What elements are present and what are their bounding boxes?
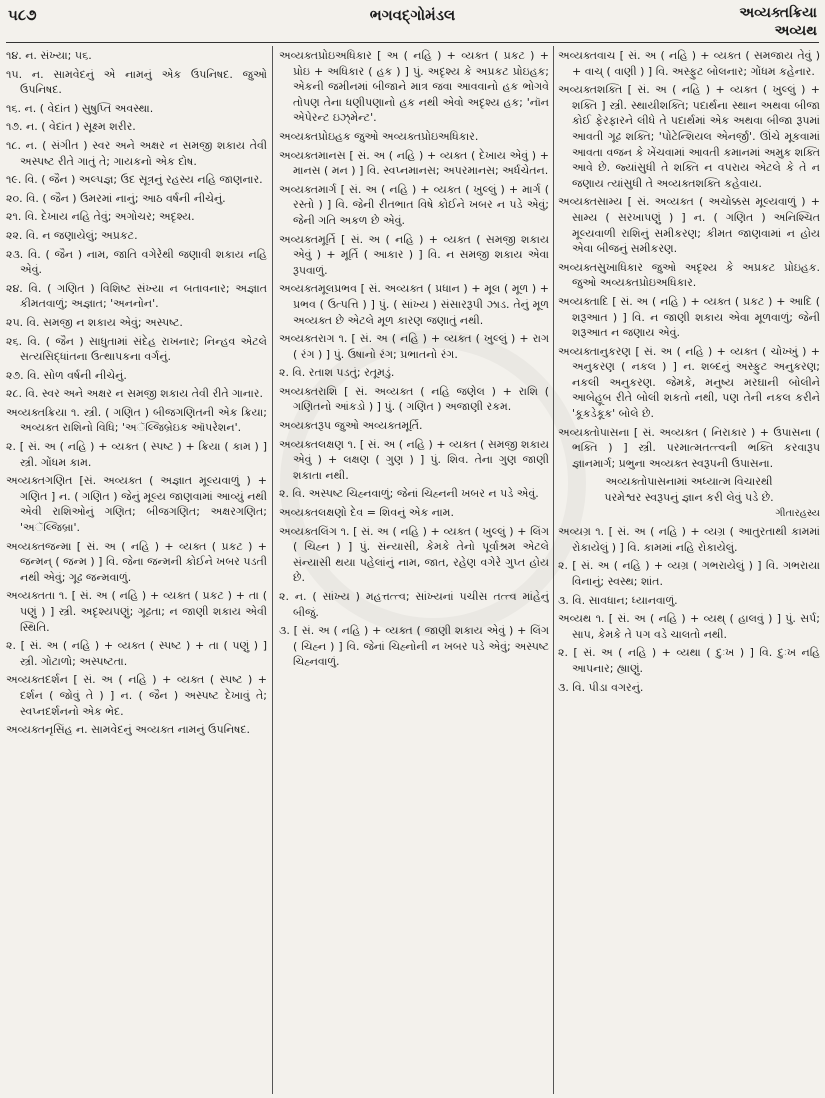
dictionary-entry: અવ્યક્તવાચ [ સં. અ ( નહિ ) + વ્યક્ત ( સમજાય તેવું ) + વાચ્ ( વાણી ) ] વિ. અસ્ફુટ બોલનાર; ગોંધમ કહેનાર. [558,49,820,78]
dictionary-entry: અવ્યક્તલક્ષણ ૧. [ સં. અ ( નહિ ) + વ્યક્ત ( સમજી શકાય એવું ) + લક્ષણ ( ગુણ ) ] પું. શિવ. તેના ગુણ જાણી શકાતા નથી. [279,437,549,482]
dictionary-entry: અવ્યથ ૧. [ સં. અ ( નહિ ) + વ્યથ્ ( હાલવું ) ] પું. સર્પ; સાપ, કેમકે તે પગ વડે ચાલતો નથી. [558,612,820,641]
dictionary-entry: અવ્યક્તજન્મા [ સં. અ ( નહિ ) + વ્યક્ત ( પ્રકટ ) + જન્મન્ ( જન્મ ) ] વિ. જેના જન્મની કોઈને ખબર પડતી નથી એવું; ગૂઢ જન્મવાળું. [6,539,267,584]
dictionary-entry: ૧૭. ન. ( વેદાંત ) સૂક્ષ્મ શરીર. [6,120,136,134]
dictionary-entry: ૨૫. વિ. સમજી ન શકાય એવું; અસ્પષ્ટ. [6,315,183,329]
guide-word-top: અવ્યક્તક્રિયા [739,5,817,21]
dictionary-entry: ૧૪. ન. સંખ્યા; ૫૬. [6,49,92,62]
page-number: ૫૮૭ [8,6,37,24]
quote-source: ગીતારહસ્ય [775,507,820,519]
dictionary-entry: અવ્યક્તદર્શન [ સં. અ ( નહિ ) + વ્યક્ત ( સ્પષ્ટ ) + દર્શન ( જોવું તે ) ] ન. ( જૈન ) અસ્પષ્ટ દેખાવું તે; સ્વપ્નદર્શનનો એક ભેદ. [6,673,267,718]
dictionary-entry: ૩. વિ. સાવધાન; ધ્યાનવાળું. [558,593,678,607]
dictionary-entry: ૨૦. વિ. ( જૈન ) ઉમરમાં નાનું; આઠ વર્ષની નીચેનું. [6,191,226,205]
dictionary-entry: અવ્યક્તલક્ષણો દેવ = શિવનું એક નામ. [279,506,454,520]
dictionary-entry: ૨. [ સં. અ ( નહિ ) + વ્યક્ત ( સ્પષ્ટ ) + ક્રિયા ( કામ ) ] સ્ત્રી. ગોંધમ કામ. [6,440,267,469]
dictionary-entry: ૨. વિ. અસ્પષ્ટ ચિહ્નવાળું; જેનાં ચિહ્નની ખબર ન પડે એવું. [279,487,539,501]
dictionary-entry: અવ્યક્તસુખાધિકાર જુઓ અદૃશ્ય કે અપ્રકટ પ્રોઇહક. જુઓ અવ્યક્તપ્રોઇઅધિકાર. [558,260,820,290]
dictionary-entry: ૩. વિ. પીડા વગરનું. [558,680,644,694]
dictionary-entry: ૨. [ સં. અ ( નહિ ) + વ્યથા ( દુઃખ ) ] વિ. દુઃખ નહિ આપનાર; હ્યાણું. [558,646,820,675]
dictionary-entry: અવ્યક્તાદિ [ સં. અ ( નહિ ) + વ્યક્ત ( પ્રકટ ) + આદિ ( શરૂઆત ) ] વિ. ન જાણી શકાય એવા મૂળવાળું; જેની શરૂઆત ન જણાય એવું. [558,294,820,340]
dictionary-entry: ૨. ન. ( સાંખ્ય ) મહત્તત્ત્વ; સાંખ્યનાં પચીસ તત્ત્વ માંહેનું બીજું. [279,590,549,619]
column-2 [279,48,549,1094]
dictionary-entry: ૨૭. વિ. સોળ વર્ષની નીચેનું. [6,368,127,382]
dictionary-entry: ૨. [ સં. અ ( નહિ ) + વ્યક્ત ( સ્પષ્ટ ) + તા ( પણું ) ] સ્ત્રી. ગોટાળો; અસ્પષ્ટતા. [6,639,267,668]
quote-line: પરમેશ્વર સ્વરૂપનું જ્ઞાન કરી લેવું પડે છે. [604,491,774,505]
dictionary-entry: ૧૬. ન. ( વેદાંત ) સુષુપ્તિ અવસ્થા. [6,101,154,115]
dictionary-entry: ૨. [ સં. અ ( નહિ ) + વ્યગ્ર ( ગભરાયેલું ) ] વિ. ગભરાયા વિનાનું; સ્વસ્થ; શાંત. [558,559,820,588]
column-divider [553,46,554,1094]
dictionary-entry: અવ્યગ્ર ૧. [ સં. અ ( નહિ ) + વ્યગ્ર ( આતુરતાથી કામમાં રોકાયેલું ) ] વિ. કામમાં નહિ રોકાયેલું. [558,525,820,554]
dictionary-entry: અવ્યક્તમાર્ગ [ સં. અ ( નહિ ) + વ્યક્ત ( ખુલ્લું ) + માર્ગ ( રસ્તો ) ] વિ. જેની રીતભાત વિષે કોઈને ખબર ન પડે એવું; જેની ગતિ અકળ છે એવું. [279,182,549,227]
dictionary-entry: અવ્યક્તાનુકરણ [ સં. અ ( નહિ ) + વ્યક્ત ( ચોખ્ખું ) + અનુકરણ ( નકલ ) ] ન. શબ્દનું અસ્ફુટ અનુકરણ; નકલી અનુકરણ. જેમકે, મનુષ્ય મરઘાની બોલીને આબેહૂબ રીતે બોલી શકતો નથી, પણ તેની નકલ કરીને 'કૂકડેકૂક' બોલે છે. [558,344,820,421]
dictionary-entry: ૨૨. વિ. ન જણાયેલું; અપ્રકટ. [6,228,138,242]
page-header [0,0,825,44]
dictionary-entry: અવ્યક્તતા ૧. [ સં. અ ( નહિ ) + વ્યક્ત ( પ્રકટ ) + તા ( પણું ) ] સ્ત્રી. અદૃશ્યપણું; ગૂઢતા; ન જાણી શકાય એવી સ્થિતિ. [6,589,267,634]
column-3 [558,48,820,1094]
dictionary-entry: અવ્યક્તમૂર્તિ [ સં. અ ( નહિ ) + વ્યક્ત ( સમજી શકાય એવું ) + મૂર્તિ ( આકાર ) ] વિ. ન સમજી શકાય એવા રૂપવાળું. [279,232,549,277]
dictionary-entry: ૧૮. ન. ( સંગીત ) સ્વર અને અક્ષર ન સમજી શકાય તેવી અસ્પષ્ટ રીતે ગાતું તે; ગાયકનો એક દોષ. [6,138,267,168]
dictionary-entry: ૩. [ સં. અ ( નહિ ) + વ્યક્ત ( જાણી શકાય એવું ) + લિંગ ( ચિહ્ન ) ] વિ. જેનાં ચિહ્નોની ન ખબર પડે એવું; અસ્પષ્ટ ચિહ્નવાળું. [279,624,549,669]
dictionary-entry: ૧૯. વિ. ( જૈન ) અલ્પજ્ઞ; ઉદ સૂત્રનું રહસ્ય નહિ જાણનાર. [6,173,263,187]
header-rule [6,42,819,43]
column-1 [6,48,267,1094]
dictionary-entry: અવ્યક્તરૂપ જુઓ અવ્યક્તમૂર્તિ. [279,419,423,433]
dictionary-entry: અવ્યક્તોપાસના [ સં. અવ્યક્ત ( નિરાકાર ) + ઉપાસના ( ભક્તિ ) ] સ્ત્રી. પરમાત્મતત્ત્વની ભક્તિ કરવારૂપ જ્ઞાનમાર્ગ; પ્રભુના અવ્યક્ત સ્વરૂપની ઉપાસના. [558,425,820,470]
dictionary-entry: અવ્યક્તક્રિયા ૧. સ્ત્રી. ( ગણિત ) બીજગણિતની એક ક્રિયા; અવ્યક્ત રાશિનો વિધિ; 'અૅલ્જિબ્રેઇક ઑપરેશન'. [6,405,267,435]
column-3-entries [558,48,820,471]
dictionary-entry: અવ્યક્તમાનસ [ સં. અ ( નહિ ) + વ્યક્ત ( દેખાય એવું ) + માનસ ( મન ) ] વિ. સ્વપ્નમાનસ; અપરમાનસ; અર્ધચેતન. [279,148,549,178]
dictionary-entry: ૧૫. ન. સામવેદનું એ નામનું એક ઉપનિષદ. જુઓ ઉપનિષદ. [6,67,267,97]
dictionary-entry: અવ્યક્તપ્રોઇહક જુઓ અવ્યક્તપ્રોઇઅધિકાર. [279,129,479,143]
dictionary-entry: અવ્યક્તમૂલપ્રભવ [ સં. અવ્યક્ત ( પ્રધાન ) + મૂલ ( મૂળ ) + પ્રભવ ( ઉત્પત્તિ ) ] પું. ( સાંખ્ય ) સંસારરૂપી ઝાડ. તેનું મૂળ અવ્યક્ત છે એટલે મૂળ કારણ જણાતું નથી. [279,282,549,327]
dictionary-entry: અવ્યક્તપ્રોઇઅધિકાર [ અ ( નહિ ) + વ્યક્ત ( પ્રકટ ) + પ્રોઇ + અધિકાર ( હક ) ] પું. અદૃશ્ય કે અપ્રકટ પ્રોઇહક; એકની જમીનમાં બીજાને માત્ર જવા આવવાનો હક ભોગવે તોપણ તેના ધણીપણાનો હક નથી એવો અદૃશ્ય હક; 'નૉન એપેરન્ટ ઇઝ્‌મેન્ટ'. [279,49,549,125]
dictionary-entry: ૨. વિ. રતાશ પડતું; રતૂમડું. [279,366,395,380]
dictionary-entry: અવ્યક્તરાશિ [ સં. અવ્યક્ત ( નહિ જણેલ ) + રાશિ ( ગણિતનો આંકડો ) ] પું. ( ગણિત ) અજાણી રકમ. [279,384,549,414]
dictionary-entry: અવ્યક્તરાગ ૧. [ સં. અ ( નહિ ) + વ્યક્ત ( ખુલ્લું ) + રાગ ( રંગ ) ] પું. ઉષાનો રંગ; પ્રભાતનો રંગ. [279,332,549,361]
dictionary-entry: ૨૧. વિ. દેખાય નહિ તેવું; અગોચર; અદૃશ્ય. [6,210,195,224]
dictionary-entry: અવ્યક્તશક્તિ [ સં. અ ( નહિ ) + વ્યક્ત ( ખુલ્લું ) + શક્તિ ] સ્ત્રી. સ્થાયીશક્તિ; પદાર્થના સ્થાન અથવા બીજા કોઈ ફેરફારને લીધે તે પદાર્થમાં એક અથવા બીજા રૂપમાં આવતી ગૂઢ શક્તિ; 'પોટેન્શિયલ એનર્જી'. ઊંચે મૂકવામાં આવતા વજન કે ખેંચવામાં આવતી કમાનમાં અમુક શક્તિ આવે છે. જ્યાંસુધી તે શક્તિ ન વપરાય એટલે કે તે ન જણાય ત્યાંસુધી તે અવ્યક્તશક્તિ કહેવાય. [558,83,820,190]
quote-line: અવ્યક્તોપાસનામાં અધ્યાત્મ વિચારથી [605,475,773,489]
page-title: ભગવદ્‌ગોમંડલ [369,6,456,24]
guide-word-bottom: અવ્યથ [774,23,817,39]
dictionary-entry: અવ્યક્તલિંગ ૧. [ સં. અ ( નહિ ) + વ્યક્ત ( ખુલ્લું ) + લિંગ ( ચિહ્ન ) ] પું. સંન્યાસી, કેમકે તેનો પૂર્વાશ્રમ એટલે સંન્યાસી થયા પહેલાંનું નામ, જાત, રહેણ વગેરે ગુપ્ત હોય છે. [279,524,549,585]
column-divider [272,46,273,1094]
guide-words [739,4,817,40]
dictionary-entry: અવ્યક્તગણિત [સં. અવ્યક્ત ( અજ્ઞાત મૂલ્યવાળું ) + ગણિત ] ન. ( ગણિત ) જેનું મૂલ્ય જાણવામાં આવ્યું નથી એવી રાશિઓનું ગણિત; બીજગણિત; અક્ષરગણિત; 'અૅલ્જિબ્રા'. [6,474,267,535]
dictionary-entry: ૨૪. વિ. ( ગણિત ) વિશિષ્ટ સંખ્યા ન બતાવનાર; અજ્ઞાત કીમતવાળું; અજ્ઞાત; 'અનનોન'. [6,281,267,311]
dictionary-entry: ૨૮. વિ. સ્વર અને અક્ષર ન સમજી શકાય તેવી રીતે ગાનાર. [6,387,263,401]
dictionary-entry: ૨૬. વિ. ( જૈન ) સાધુતામાં સંદેહ રાખનાર; નિન્હવ એટલે સત્યસિદ્ધાંતના ઉત્થાપકના વર્ગનું. [6,334,267,364]
dictionary-entry: અવ્યક્તસામ્ય [ સં. અવ્યક્ત ( અચોક્કસ મૂલ્યવાળું ) + સામ્ય ( સરખાપણું ) ] ન. ( ગણિત ) અનિશ્ચિત મૂલ્યવાળી રાશિનું સમીકરણ; કીમત જાણવામાં ન હોય એવા બીજનું સમીકરણ. [558,195,820,256]
dictionary-entry: અવ્યક્તનૃસિંહ ન. સામવેદનું અવ્યક્ત નામનું ઉપનિષદ. [6,723,251,737]
column-3-entries-continued [558,524,820,695]
dictionary-entry: ૨૩. વિ. ( જૈન ) નામ, જાતિ વગેરેથી જણાવી શકાય નહિ એવું. [6,247,267,277]
